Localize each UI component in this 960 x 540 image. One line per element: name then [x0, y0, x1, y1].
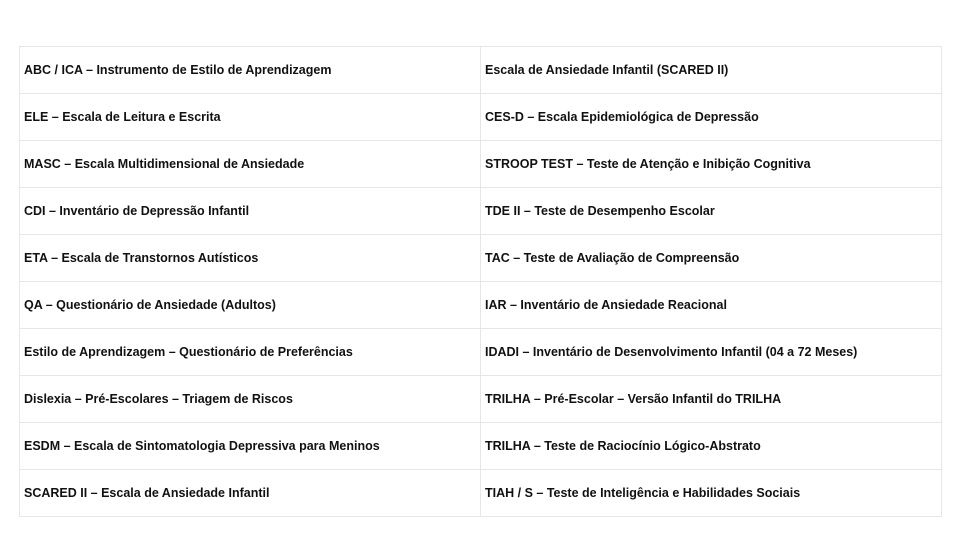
table-cell: TAC – Teste de Avaliação de Compreensão [481, 235, 942, 282]
table-cell: TDE II – Teste de Desempenho Escolar [481, 188, 942, 235]
table-cell: ELE – Escala de Leitura e Escrita [20, 94, 481, 141]
table-cell: Dislexia – Pré-Escolares – Triagem de Riscos [20, 376, 481, 423]
table-row [20, 423, 942, 470]
table-row [20, 188, 942, 235]
table-cell: MASC – Escala Multidimensional de Ansiedade [20, 141, 481, 188]
table-cell: QA – Questionário de Ansiedade (Adultos) [20, 282, 481, 329]
table-cell: CES-D – Escala Epidemiológica de Depressão [481, 94, 942, 141]
table-cell: TRILHA – Pré-Escolar – Versão Infantil do TRILHA [481, 376, 942, 423]
table-cell: TIAH / S – Teste de Inteligência e Habilidades Sociais [481, 470, 942, 517]
table-cell: ABC / ICA – Instrumento de Estilo de Aprendizagem [20, 47, 481, 94]
table-row [20, 376, 942, 423]
table-cell: ETA – Escala de Transtornos Autísticos [20, 235, 481, 282]
table-row [20, 47, 942, 94]
table-row [20, 141, 942, 188]
table-cell: SCARED II – Escala de Ansiedade Infantil [20, 470, 481, 517]
table-row [20, 329, 942, 376]
table-cell: Estilo de Aprendizagem – Questionário de Preferências [20, 329, 481, 376]
table-row [20, 282, 942, 329]
table-cell: IAR – Inventário de Ansiedade Reacional [481, 282, 942, 329]
table-cell: TRILHA – Teste de Raciocínio Lógico-Abstrato [481, 423, 942, 470]
test-list-table-wrapper [19, 46, 941, 517]
table-row [20, 235, 942, 282]
table-row [20, 94, 942, 141]
table-cell: IDADI – Inventário de Desenvolvimento Infantil (04 a 72 Meses) [481, 329, 942, 376]
table-cell: ESDM – Escala de Sintomatologia Depressiva para Meninos [20, 423, 481, 470]
table-row [20, 470, 942, 517]
table-cell: CDI – Inventário de Depressão Infantil [20, 188, 481, 235]
table-cell: STROOP TEST – Teste de Atenção e Inibição Cognitiva [481, 141, 942, 188]
test-list-table [19, 46, 942, 517]
table-cell: Escala de Ansiedade Infantil (SCARED II) [481, 47, 942, 94]
